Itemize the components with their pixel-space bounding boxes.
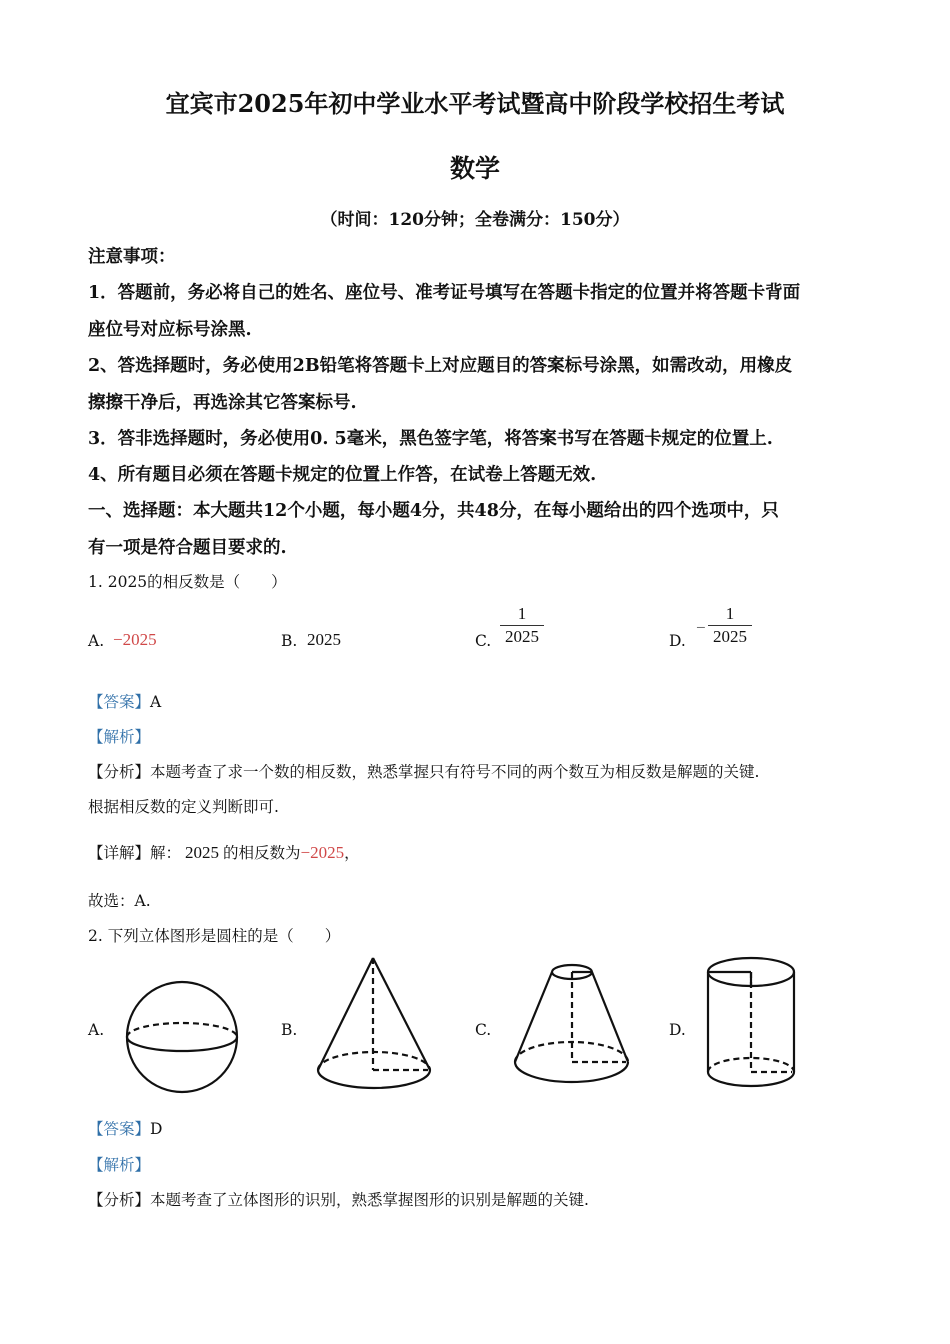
- option-c-label: C.: [475, 632, 492, 650]
- note-line: 4、所有题目必须在答题卡规定的位置上作答，在试卷上答题无效.: [88, 465, 597, 485]
- option-d-label: D.: [669, 632, 686, 650]
- cylinder-icon: [700, 952, 804, 1095]
- fraction-bar: [708, 625, 752, 626]
- option-c-label: C.: [475, 1021, 492, 1039]
- answer-value: D: [150, 1120, 163, 1138]
- fenxi-text: 本题考查了立体图形的识别，熟悉掌握图形的识别是解题的关键.: [150, 1191, 589, 1209]
- option-c-fraction: [500, 604, 544, 647]
- option-a-label: A.: [88, 632, 105, 650]
- q1-conclusion: 故选：A.: [88, 892, 151, 910]
- note-line: 2、答选择题时，务必使用2B铅笔将答题卡上对应题目的答案标号涂黑，如需改动，用橡皮: [88, 356, 793, 376]
- answer-value: A: [150, 693, 162, 711]
- option-d-fraction: [708, 604, 752, 647]
- fraction-numerator: 1: [517, 604, 527, 623]
- detail-end: ，: [344, 844, 360, 862]
- option-a-label: A.: [88, 1021, 105, 1039]
- fenxi-tag: 【分析】: [88, 763, 151, 781]
- cone-icon: [310, 952, 440, 1097]
- option-d-label: D.: [669, 1021, 686, 1039]
- option-d-sign: −: [696, 618, 706, 637]
- option-b-value: 2025: [307, 630, 341, 649]
- answer-tag: 【答案】: [88, 693, 151, 711]
- detail-middle: 的相反数为: [223, 844, 301, 862]
- note-line: 3．答非选择题时，务必使用0. 5毫米，黑色签字笔，将答案书写在答题卡规定的位置上.: [88, 429, 773, 449]
- exam-title: 宜宾市2025年初中学业水平考试暨高中阶段学校招生考试: [165, 89, 785, 118]
- frustum-icon: [508, 958, 638, 1098]
- q1-analysis: [88, 760, 759, 782]
- exam-info: （时间：120分钟；全卷满分：150分）: [320, 210, 630, 230]
- detail-result: −2025: [300, 843, 345, 862]
- fraction-denominator: 2025: [505, 627, 539, 646]
- fenxi-text: 本题考查了求一个数的相反数，熟悉掌握只有符号不同的两个数互为相反数是解题的关键.: [150, 763, 760, 781]
- question-1-stem: 1. 2025的相反数是（ ）: [88, 573, 287, 591]
- fraction-denominator: 2025: [713, 627, 747, 646]
- question-2-stem: 2. 下列立体图形是圆柱的是（ ）: [88, 927, 341, 945]
- fraction-numerator: 1: [725, 604, 735, 623]
- fraction-bar: [500, 625, 544, 626]
- section-heading-cont: 有一项是符合题目要求的.: [88, 538, 287, 558]
- note-line: 1．答题前，务必将自己的姓名、座位号、准考证号填写在答题卡指定的位置并将答题卡背面: [88, 283, 801, 303]
- subject-title: 数学: [449, 154, 500, 183]
- detail-number: 2025: [185, 843, 220, 862]
- fenxi-tag: 【分析】: [88, 1191, 151, 1209]
- option-b-label: B.: [281, 1021, 298, 1039]
- sphere-icon: [120, 975, 244, 1099]
- option-b-label: B.: [281, 632, 298, 650]
- detail-prefix: 解：: [150, 844, 182, 862]
- q1-analysis-cont: 根据相反数的定义判断即可.: [88, 798, 279, 816]
- option-a-value: −2025: [113, 630, 157, 649]
- detail-tag: 【详解】: [88, 844, 151, 862]
- section-heading: 一、选择题：本大题共12个小题，每小题4分，共48分，在每小题给出的四个选项中，只: [88, 501, 779, 521]
- note-line: 座位号对应标号涂黑.: [88, 320, 252, 340]
- analysis-tag: 【解析】: [88, 1156, 151, 1174]
- q2-answer: [88, 1117, 162, 1139]
- notes-heading: 注意事项：: [88, 247, 176, 267]
- q2-analysis: [88, 1188, 589, 1210]
- answer-tag: 【答案】: [88, 1120, 151, 1138]
- q1-answer: [88, 690, 161, 712]
- analysis-tag: 【解析】: [88, 728, 151, 746]
- q1-detail: [88, 841, 360, 863]
- note-line: 擦擦干净后，再选涂其它答案标号.: [88, 393, 357, 413]
